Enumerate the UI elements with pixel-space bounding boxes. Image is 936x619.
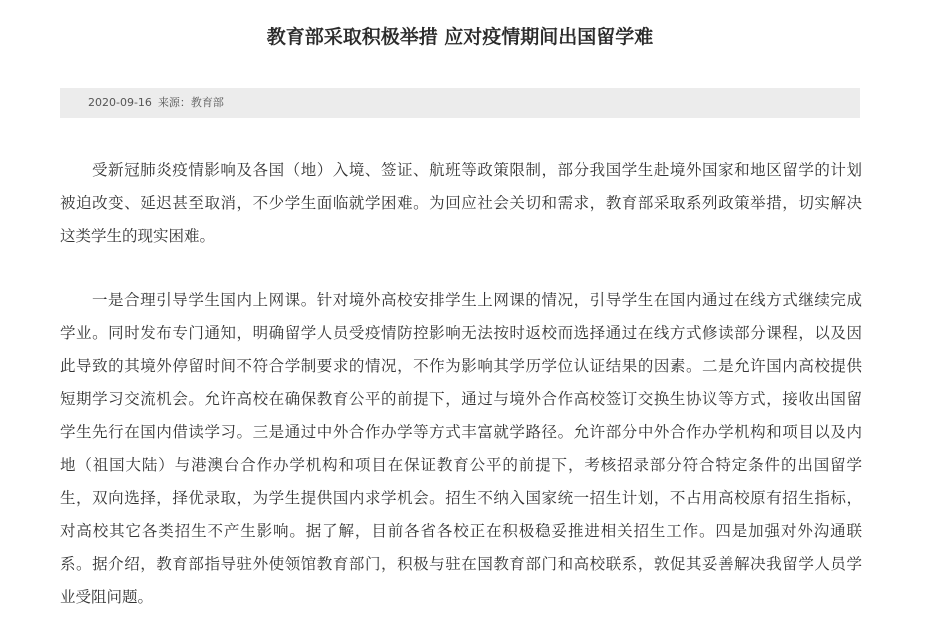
paragraph-line: 受新冠肺炎疫情影响及各国（地）入境、签证、航班等政策限制，部分我国学生赴境外国家和地区留学的计划 (92, 161, 862, 179)
article-meta-bar (60, 88, 860, 118)
paragraph-line: 这类学生的现实困难。 (60, 227, 216, 245)
paragraph-line: 业受阻问题。 (60, 588, 154, 606)
paragraph-line: 学业。同时发布专门通知，明确留学人员受疫情防控影响无法按时返校而选择通过在线方式修读部分课程，以及因 (60, 324, 862, 342)
paragraph-line: 对高校其它各类招生不产生影响。据了解，目前各省各校正在积极稳妥推进相关招生工作。四是加强对外沟通联 (60, 522, 862, 540)
publish-date: 2020-09-16 (88, 96, 152, 109)
article-title: 教育部采取积极举措 应对疫情期间出国留学难 (266, 26, 654, 48)
paragraph-line: 此导致的其境外停留时间不符合学制要求的情况，不作为影响其学历学位认证结果的因素。二是允许国内高校提供 (60, 357, 862, 375)
article-paragraph-1 (60, 154, 862, 253)
paragraph-line: 地（祖国大陆）与港澳台合作办学机构和项目在保证教育公平的前提下，考核招录部分符合特定条件的出国留学 (60, 456, 862, 474)
paragraph-line: 系。据介绍，教育部指导驻外使领馆教育部门，积极与驻在国教育部门和高校联系，敦促其妥善解决我留学人员学 (60, 555, 862, 573)
paragraph-line: 学生先行在国内借读学习。三是通过中外合作办学等方式丰富就学路径。允许部分中外合作办学机构和项目以及内 (60, 423, 862, 441)
paragraph-line: 一是合理引导学生国内上网课。针对境外高校安排学生上网课的情况，引导学生在国内通过在线方式继续完成 (92, 291, 862, 309)
article-source: 来源：教育部 (157, 96, 224, 109)
paragraph-line: 短期学习交流机会。允许高校在确保教育公平的前提下，通过与境外合作高校签订交换生协议等方式，接收出国留 (60, 390, 862, 408)
paragraph-line: 被迫改变、延迟甚至取消，不少学生面临就学困难。为回应社会关切和需求，教育部采取系列政策举措，切实解决 (60, 194, 862, 212)
article-paragraph-2 (60, 284, 862, 614)
paragraph-line: 生，双向选择，择优录取，为学生提供国内求学机会。招生不纳入国家统一招生计划，不占用高校原有招生指标， (60, 489, 862, 507)
